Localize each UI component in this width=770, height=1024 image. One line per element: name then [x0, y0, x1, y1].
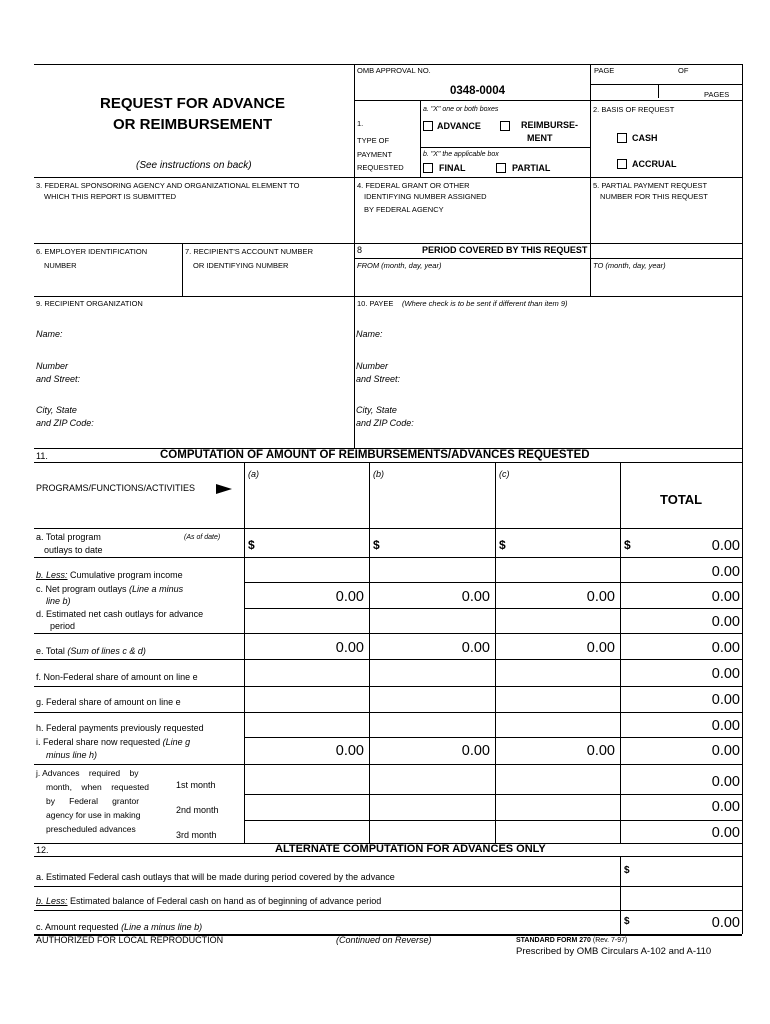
from-date-label: FROM (month, day, year) [357, 261, 442, 270]
payee-name-field[interactable] [400, 326, 738, 342]
row-d-label-2: period [50, 621, 76, 631]
reimbursement-checkbox[interactable] [500, 121, 510, 131]
pages-label: PAGES [704, 90, 730, 99]
omb-number: 0348-0004 [450, 85, 505, 97]
item3-field[interactable] [36, 205, 350, 239]
to-date-field[interactable] [593, 273, 739, 293]
partial-checkbox[interactable] [496, 163, 506, 173]
row-j-label-1: j. Advances required by [36, 768, 139, 778]
requested-label: REQUESTED [357, 163, 404, 172]
page-number-field[interactable] [594, 76, 654, 94]
row-j-label-5: prescheduled advances [46, 824, 136, 834]
section12-b-text: Estimated balance of Federal cash on hand as of beginning of advance period [67, 896, 382, 906]
reimbursement-label-2: MENT [527, 133, 553, 143]
row-f-label: f. Non-Federal share of amount on line e [36, 672, 198, 682]
amount-e-total[interactable]: 0.00 [711, 640, 740, 656]
dollar-sign-total: $ [624, 538, 631, 552]
row-i-italic: (Line g [160, 737, 191, 747]
payment-label: PAYMENT [357, 150, 393, 159]
row-d-label-1: d. Estimated net cash outlays for advance [36, 609, 204, 619]
section12-b-field[interactable] [634, 889, 738, 907]
amount-a-total[interactable]: 0.00 [711, 538, 740, 554]
item5-label-1: 5. PARTIAL PAYMENT REQUEST [593, 181, 708, 190]
item10-label: 10. PAYEE [357, 299, 394, 308]
column-c-header: (c) [499, 469, 510, 479]
amount-e-col-c[interactable]: 0.00 [586, 640, 615, 656]
row-i-label-2: minus line h) [46, 750, 98, 760]
payee-street-field[interactable] [420, 362, 738, 386]
footer-continued: (Continued on Reverse) [336, 935, 432, 945]
section12-number: 12. [36, 845, 49, 855]
recipient-city-label: City, State [36, 405, 77, 415]
section12-b-less: b. Less: [36, 896, 68, 906]
dollar-sign-b: $ [373, 538, 380, 552]
recipient-city-field[interactable] [110, 406, 350, 430]
row-c-label-1 [36, 585, 183, 594]
advance-checkbox[interactable] [423, 121, 433, 131]
amount-c-col-c[interactable]: 0.00 [586, 589, 615, 605]
item8-title: PERIOD COVERED BY THIS REQUEST [422, 245, 588, 255]
amount-month1-total[interactable]: 0.00 [711, 774, 740, 790]
item3-label-1: 3. FEDERAL SPONSORING AGENCY AND ORGANIZATIONAL ELEMENT TO [36, 181, 300, 190]
section12-c-total[interactable]: 0.00 [711, 915, 740, 931]
recipient-zip-label: and ZIP Code: [36, 418, 94, 428]
item5-field[interactable] [593, 205, 739, 239]
section11-title: COMPUTATION OF AMOUNT OF REIMBURSEMENTS/ADVANCES REQUESTED [160, 449, 590, 461]
column-b-header: (b) [373, 469, 384, 479]
item6-field[interactable] [36, 273, 178, 293]
form-title-line1: REQUEST FOR ADVANCE [100, 95, 286, 112]
payee-zip-label: and ZIP Code: [356, 418, 414, 428]
dollar-sign-c: $ [499, 538, 506, 552]
item8-number: 8 [357, 245, 363, 255]
arrow-right-icon [216, 484, 232, 494]
row-h-label: h. Federal payments previously requested [36, 723, 204, 733]
row-a-label-2: outlays to date [44, 545, 103, 555]
item10-note: (Where check is to be sent if different than item 9) [402, 299, 568, 308]
row-j-label-3: by Federal grantor [46, 796, 140, 806]
recipient-number-label: Number [36, 361, 69, 371]
program-b-field[interactable] [371, 482, 491, 522]
row-c-text: c. Net program outlays [36, 584, 127, 594]
row-j-label-2: month, when requested [46, 782, 150, 792]
partial-label: PARTIAL [512, 163, 551, 173]
recipient-name-field[interactable] [80, 326, 350, 342]
amount-f-total[interactable]: 0.00 [711, 666, 740, 682]
section12-c-text: c. Amount requested [36, 922, 119, 932]
amount-e-col-a[interactable]: 0.00 [335, 640, 364, 656]
type-of-label: TYPE OF [357, 136, 390, 145]
advance-label: ADVANCE [437, 121, 481, 131]
reimbursement-label-1: REIMBURSE- [521, 120, 579, 130]
section12-c-italic: (Line a minus line b) [118, 922, 203, 932]
row-a-label-1: a. Total program [36, 532, 101, 542]
payee-city-label: City, State [356, 405, 397, 415]
of-label: OF [678, 66, 689, 75]
row-b-text: Cumulative program income [67, 570, 183, 580]
section12-line-a: a. Estimated Federal cash outlays that will be made during period covered by the advance [36, 872, 395, 882]
row-e-label [36, 647, 146, 656]
payee-number-label: Number [356, 361, 389, 371]
payee-name-label: Name: [356, 329, 383, 339]
section11-number: 11. [36, 451, 48, 461]
amount-month2-total[interactable]: 0.00 [711, 799, 740, 815]
item6-label-1: 6. EMPLOYER IDENTIFICATION [36, 247, 148, 256]
amount-c-col-a[interactable]: 0.00 [335, 589, 364, 605]
item3-label-2: WHICH THIS REPORT IS SUBMITTED [44, 192, 177, 201]
section12-c-dollar: $ [624, 916, 630, 927]
standard-form-number: STANDARD FORM 270 [516, 937, 591, 944]
footer-authorized: AUTHORIZED FOR LOCAL REPRODUCTION [36, 935, 224, 945]
amount-e-col-b[interactable]: 0.00 [461, 640, 490, 656]
amount-b-total[interactable]: 0.00 [711, 564, 740, 580]
omb-approval-label: OMB APPROVAL NO. [357, 66, 431, 75]
prescribed-by: Prescribed by OMB Circulars A-102 and A-110 [516, 946, 712, 957]
row-e-italic: (Sum of lines c & d) [64, 646, 146, 656]
row-b-less: b. Less: [36, 570, 68, 580]
accrual-label: ACCRUAL [632, 159, 677, 169]
pages-total-field[interactable] [662, 76, 698, 94]
month3-label: 3rd month [176, 830, 217, 840]
amount-g-total[interactable]: 0.00 [711, 692, 740, 708]
total-header: TOTAL [660, 492, 703, 507]
row-a-as-of-date: (As of date) [184, 534, 221, 541]
cash-checkbox[interactable] [617, 133, 627, 143]
item1-number: 1. [357, 119, 364, 128]
row-g-label: g. Federal share of amount on line e [36, 697, 181, 707]
section12-line-b [36, 897, 381, 906]
amount-i-col-a[interactable]: 0.00 [335, 743, 364, 759]
section12-a-dollar: $ [624, 865, 630, 876]
recipient-name-label: Name: [36, 329, 63, 339]
page-label: PAGE [594, 66, 615, 75]
item7-field[interactable] [185, 273, 350, 293]
basis-label: 2. BASIS OF REQUEST [593, 105, 675, 114]
row-c-label-2: line b) [46, 596, 71, 606]
form-title-line2: OR REIMBURSEMENT [113, 116, 273, 133]
item5-label-2: NUMBER FOR THIS REQUEST [600, 192, 708, 201]
item4-label-3: BY FEDERAL AGENCY [364, 205, 444, 214]
item6-label-2: NUMBER [44, 261, 77, 270]
recipient-street-field[interactable] [100, 362, 350, 386]
month1-label: 1st month [176, 780, 216, 790]
item4-field[interactable] [357, 217, 585, 239]
row-c-italic: (Line a minus [126, 584, 184, 594]
cash-label: CASH [632, 133, 658, 143]
to-date-label: TO (month, day, year) [593, 261, 666, 270]
column-a-header: (a) [248, 469, 259, 479]
standard-form-revision: (Rev. 7-97) [592, 937, 628, 944]
amount-h-total[interactable]: 0.00 [711, 718, 740, 734]
payee-city-field[interactable] [430, 406, 738, 430]
item7-label-2: OR IDENTIFYING NUMBER [193, 261, 289, 270]
note-b: b. "X" the applicable box [423, 151, 499, 158]
item4-label-1: 4. FEDERAL GRANT OR OTHER [357, 181, 470, 190]
section12-title: ALTERNATE COMPUTATION FOR ADVANCES ONLY [275, 843, 546, 855]
item7-label-1: 7. RECIPIENT'S ACCOUNT NUMBER [185, 247, 313, 256]
program-a-field[interactable] [246, 482, 366, 522]
standard-form-label [516, 937, 627, 944]
accrual-checkbox[interactable] [617, 159, 627, 169]
item9-label: 9. RECIPIENT ORGANIZATION [36, 299, 143, 308]
final-label: FINAL [439, 163, 466, 173]
dollar-sign-a: $ [248, 538, 255, 552]
section12-a-field[interactable] [634, 860, 738, 882]
program-c-field[interactable] [497, 482, 617, 522]
amount-i-total[interactable]: 0.00 [711, 743, 740, 759]
payee-street-label: and Street: [356, 374, 401, 384]
item4-label-2: IDENTIFYING NUMBER ASSIGNED [364, 192, 487, 201]
row-i-text: i. Federal share now requested [36, 737, 161, 747]
amount-i-col-b[interactable]: 0.00 [461, 743, 490, 759]
row-j-label-4: agency for use in making [46, 810, 141, 820]
section12-line-c [36, 923, 202, 932]
month2-label: 2nd month [176, 805, 219, 815]
programs-label: PROGRAMS/FUNCTIONS/ACTIVITIES [36, 483, 196, 493]
from-date-field[interactable] [357, 273, 585, 293]
row-b-label [36, 571, 183, 580]
final-checkbox[interactable] [423, 163, 433, 173]
row-i-label-1 [36, 738, 190, 747]
amount-i-col-c[interactable]: 0.00 [586, 743, 615, 759]
amount-c-total[interactable]: 0.00 [711, 589, 740, 605]
recipient-street-label: and Street: [36, 374, 81, 384]
amount-c-col-b[interactable]: 0.00 [461, 589, 490, 605]
amount-month3-total[interactable]: 0.00 [711, 825, 740, 841]
amount-d-total[interactable]: 0.00 [711, 614, 740, 630]
note-a: a. "X" one or both boxes [423, 106, 499, 113]
see-instructions: (See instructions on back) [136, 160, 252, 171]
row-e-text: e. Total [36, 646, 65, 656]
